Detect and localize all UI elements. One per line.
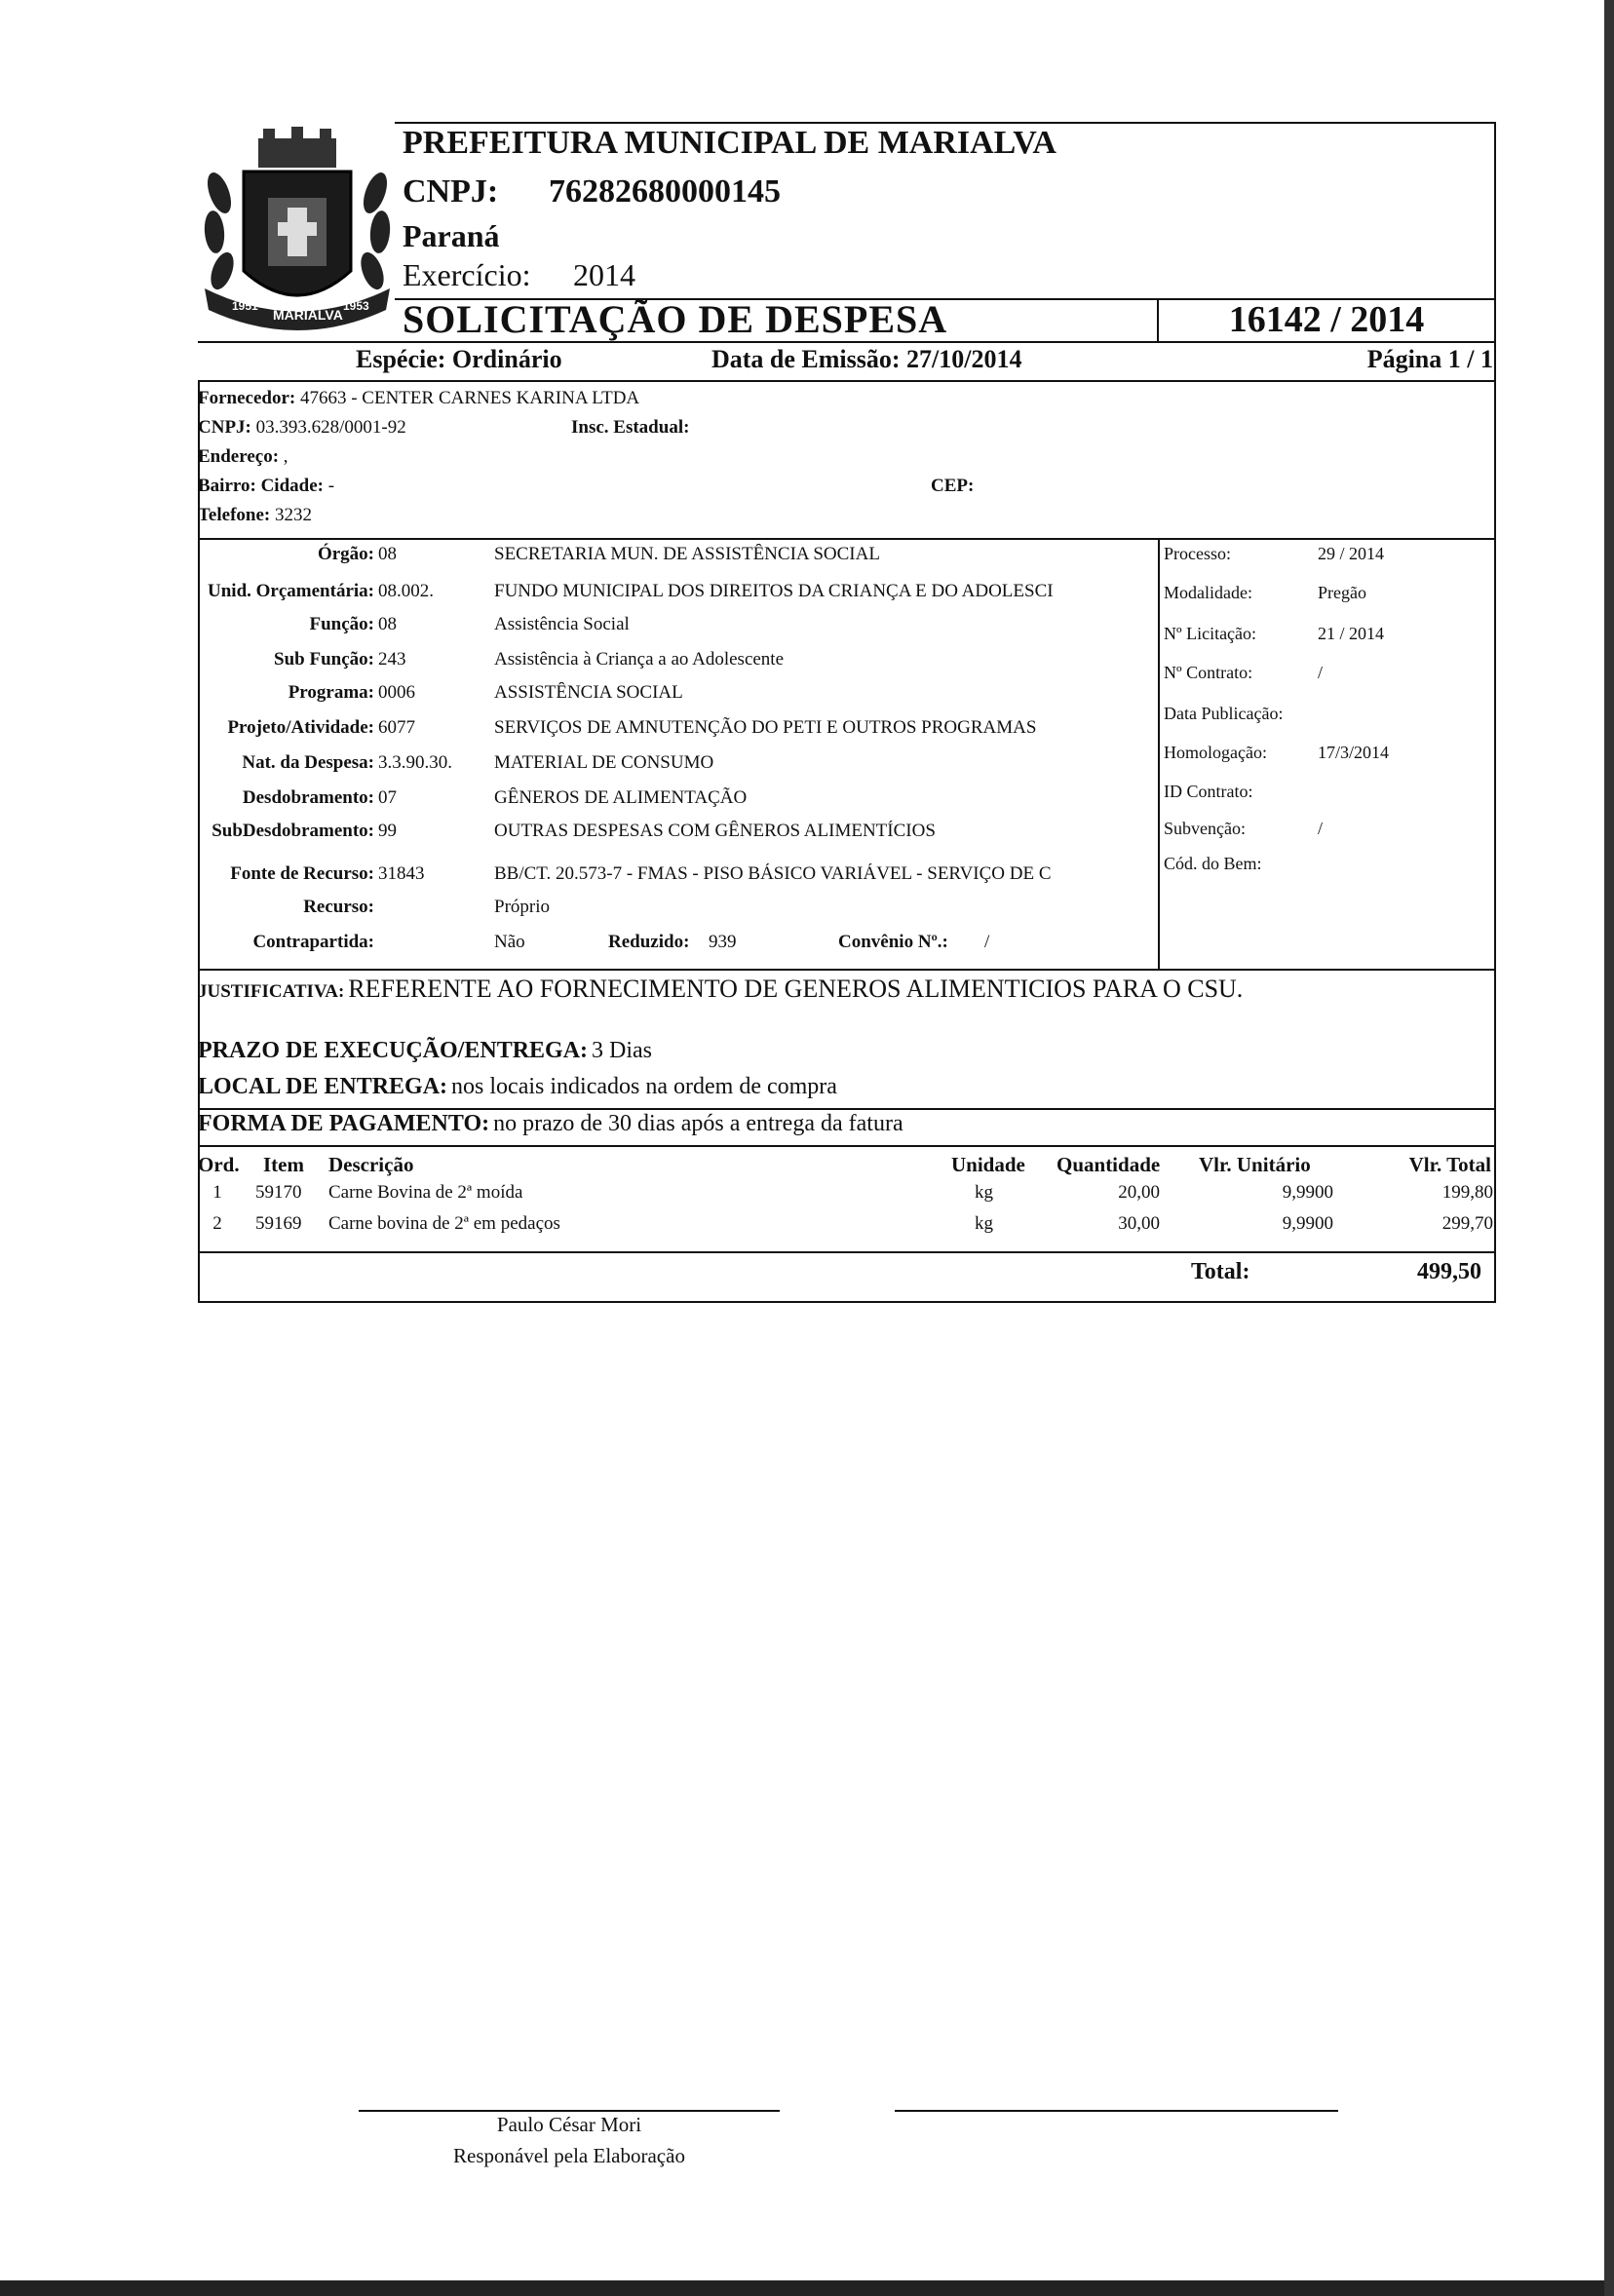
- budget-description: GÊNEROS DE ALIMENTAÇÃO: [494, 787, 748, 808]
- budget-description: Próprio: [494, 897, 550, 917]
- budget-description: Assistência Social: [494, 614, 630, 634]
- cep-label: CEP:: [931, 476, 975, 496]
- svg-text:1953: 1953: [343, 299, 369, 313]
- cidade-value: -: [327, 476, 335, 496]
- fornecedor-cnpj-label: CNPJ:: [198, 417, 251, 438]
- side-label: Data Publicação:: [1164, 704, 1284, 723]
- budget-description: FUNDO MUNICIPAL DOS DIREITOS DA CRIANÇA E DO ADOLESCI: [494, 581, 1054, 601]
- col-unidade: Unidade: [951, 1153, 1025, 1176]
- total-value: 499,50: [1417, 1259, 1481, 1284]
- budget-description: Assistência à Criança a ao Adolescente: [494, 649, 785, 670]
- local-entrega-line: [198, 1074, 837, 1100]
- side-label: Subvenção:: [1164, 819, 1246, 838]
- fornecedor-value: 47663 - CENTER CARNES KARINA LTDA: [299, 388, 640, 408]
- col-ord: Ord.: [198, 1153, 240, 1176]
- svg-text:MARIALVA: MARIALVA: [273, 307, 343, 323]
- budget-label: Função:: [309, 614, 374, 634]
- budget-description: SERVIÇOS DE AMNUTENÇÃO DO PETI E OUTROS PROGRAMAS: [494, 717, 1037, 738]
- forma-pagamento-label: FORMA DE PAGAMENTO:: [198, 1111, 490, 1136]
- fornecedor-label: Fornecedor:: [198, 388, 296, 408]
- convenio-value: /: [984, 932, 990, 952]
- budget-description: SECRETARIA MUN. DE ASSISTÊNCIA SOCIAL: [494, 544, 880, 564]
- convenio-label: Convênio Nº.:: [838, 932, 948, 952]
- fornecedor-cnpj-line: [198, 417, 406, 439]
- budget-label: Desdobramento:: [242, 787, 374, 808]
- budget-label: Nat. da Despesa:: [242, 752, 374, 773]
- forma-pagamento-line: [198, 1111, 903, 1137]
- scan-edge-right: [1604, 0, 1614, 2296]
- side-value: 21 / 2014: [1318, 624, 1385, 643]
- budget-description: MATERIAL DE CONSUMO: [494, 752, 714, 773]
- budget-label: Programa:: [288, 682, 374, 703]
- fornecedor-line: [198, 388, 639, 409]
- exercicio-label: Exercício:: [403, 257, 531, 292]
- budget-label: Sub Função:: [274, 649, 374, 670]
- header-state: Paraná: [403, 218, 500, 253]
- local-entrega-value: nos locais indicados na ordem de compra: [451, 1074, 837, 1099]
- budget-description: OUTRAS DESPESAS COM GÊNEROS ALIMENTÍCIOS: [494, 821, 936, 841]
- cell-item: 59170: [255, 1182, 302, 1203]
- pagina: Página 1 / 1: [1366, 345, 1493, 373]
- budget-label: Unid. Orçamentária:: [208, 581, 374, 601]
- budget-code: 08.002.: [378, 581, 434, 601]
- header-cnpj-value: 76282680000145: [549, 173, 781, 210]
- budget-label: Fonte de Recurso:: [230, 863, 374, 884]
- document-title: SOLICITAÇÃO DE DESPESA: [403, 297, 948, 341]
- fornecedor-cnpj-value: 03.393.628/0001-92: [255, 417, 406, 438]
- cell-vlr-total: 299,70: [1441, 1213, 1493, 1234]
- side-value: Pregão: [1318, 583, 1366, 602]
- justificativa-label: JUSTIFICATIVA:: [198, 981, 345, 1002]
- especie: Espécie: Ordinário: [356, 345, 562, 373]
- bairro-label: Bairro:: [198, 476, 256, 496]
- budget-description: BB/CT. 20.573-7 - FMAS - PISO BÁSICO VARIÁVEL - SERVIÇO DE C: [494, 863, 1052, 884]
- municipality-name: PREFEITURA MUNICIPAL DE MARIALVA: [403, 125, 1057, 161]
- col-vlr-total: Vlr. Total: [1408, 1153, 1491, 1176]
- side-label: Cód. do Bem:: [1164, 854, 1262, 873]
- budget-description: Não: [494, 932, 525, 952]
- prazo-label: PRAZO DE EXECUÇÃO/ENTREGA:: [198, 1038, 589, 1063]
- cell-ord: 2: [212, 1213, 222, 1234]
- fornecedor-rule: [198, 538, 1496, 540]
- cell-descricao: Carne bovina de 2ª em pedaços: [328, 1213, 560, 1234]
- budget-label: Órgão:: [317, 544, 374, 564]
- insc-estadual-label: Insc. Estadual:: [571, 417, 690, 438]
- especie-rule: [198, 380, 1496, 382]
- local-rule: [198, 1108, 1496, 1110]
- side-label: Processo:: [1164, 544, 1231, 563]
- telefone-label: Telefone:: [198, 505, 271, 525]
- signature-role: Responável pela Elaboração: [453, 2144, 685, 2167]
- budget-code: 07: [378, 787, 397, 808]
- side-label: Nº Licitação:: [1164, 624, 1257, 643]
- cell-vlr-unitario: 9,9900: [1282, 1213, 1333, 1234]
- items-rule: [198, 1251, 1496, 1253]
- budget-label: Recurso:: [303, 897, 374, 917]
- prazo-value: 3 Dias: [592, 1038, 653, 1063]
- data-emissao: Data de Emissão: 27/10/2014: [711, 345, 1022, 373]
- prazo-line: [198, 1038, 652, 1064]
- justificativa-value: REFERENTE AO FORNECIMENTO DE GENEROS ALIMENTICIOS PARA O CSU.: [348, 975, 1244, 1003]
- total-label: Total:: [1191, 1259, 1250, 1284]
- col-quantidade: Quantidade: [1057, 1153, 1161, 1176]
- cell-item: 59169: [255, 1213, 302, 1234]
- local-entrega-label: LOCAL DE ENTREGA:: [198, 1074, 448, 1099]
- budget-rule: [198, 969, 1496, 971]
- reduzido-label: Reduzido:: [608, 932, 690, 952]
- scan-edge-bottom: [0, 2280, 1614, 2296]
- reduzido-value: 939: [709, 932, 737, 952]
- document-number: 16142 / 2014: [1228, 299, 1425, 340]
- budget-code: 99: [378, 821, 397, 841]
- cell-ord: 1: [212, 1182, 222, 1203]
- municipal-coat-of-arms: [195, 125, 400, 339]
- telefone-line: [198, 505, 312, 526]
- side-panel-divider: [1158, 538, 1160, 970]
- budget-code: 08: [378, 614, 397, 634]
- budget-label: Contrapartida:: [252, 932, 374, 952]
- budget-code: 0006: [378, 682, 415, 703]
- side-value: 17/3/2014: [1318, 743, 1390, 762]
- forma-rule: [198, 1145, 1496, 1147]
- budget-code: 31843: [378, 863, 425, 884]
- justificativa-line: [198, 975, 1243, 1004]
- signature-name: Paulo César Mori: [496, 2113, 642, 2136]
- svg-text:1951: 1951: [232, 299, 258, 313]
- signature-line-right: [895, 2110, 1338, 2112]
- side-value: /: [1318, 819, 1324, 838]
- cell-descricao: Carne Bovina de 2ª moída: [328, 1182, 523, 1203]
- cell-unidade: kg: [975, 1182, 993, 1203]
- endereco-label: Endereço:: [198, 446, 280, 467]
- title-rule-bottom: [198, 341, 1496, 343]
- budget-code: 3.3.90.30.: [378, 752, 452, 773]
- forma-pagamento-value: no prazo de 30 dias após a entrega da fatura: [493, 1111, 903, 1136]
- cell-vlr-total: 199,80: [1441, 1182, 1493, 1203]
- cell-vlr-unitario: 9,9900: [1282, 1182, 1333, 1203]
- side-label: Nº Contrato:: [1164, 663, 1253, 682]
- col-vlr-unitario: Vlr. Unitário: [1199, 1153, 1311, 1176]
- frame-bottom-line: [198, 1301, 1496, 1303]
- bairro-line: [198, 476, 334, 497]
- exercicio-value: 2014: [573, 257, 635, 292]
- budget-label: SubDesdobramento:: [211, 821, 374, 841]
- budget-description: ASSISTÊNCIA SOCIAL: [494, 682, 683, 703]
- budget-code: 08: [378, 544, 397, 564]
- cidade-label: Cidade:: [260, 476, 324, 496]
- endereco-line: [198, 446, 288, 468]
- frame-top-line: [395, 122, 1496, 124]
- budget-code: 243: [378, 649, 406, 670]
- side-value: 29 / 2014: [1318, 544, 1385, 563]
- side-label: Homologação:: [1164, 743, 1267, 762]
- cell-quantidade: 20,00: [1118, 1182, 1160, 1203]
- endereco-value: ,: [283, 446, 288, 467]
- telefone-value: 3232: [274, 505, 312, 525]
- col-item: Item: [263, 1153, 304, 1176]
- side-value: /: [1318, 663, 1324, 682]
- side-label: Modalidade:: [1164, 583, 1252, 602]
- budget-label: Projeto/Atividade:: [227, 717, 374, 738]
- header-cnpj-label: CNPJ:: [403, 173, 499, 210]
- col-descricao: Descrição: [328, 1153, 414, 1176]
- budget-code: 6077: [378, 717, 415, 738]
- side-label: ID Contrato:: [1164, 782, 1253, 801]
- cell-unidade: kg: [975, 1213, 993, 1234]
- signature-line-left: [359, 2110, 780, 2112]
- cell-quantidade: 30,00: [1118, 1213, 1160, 1234]
